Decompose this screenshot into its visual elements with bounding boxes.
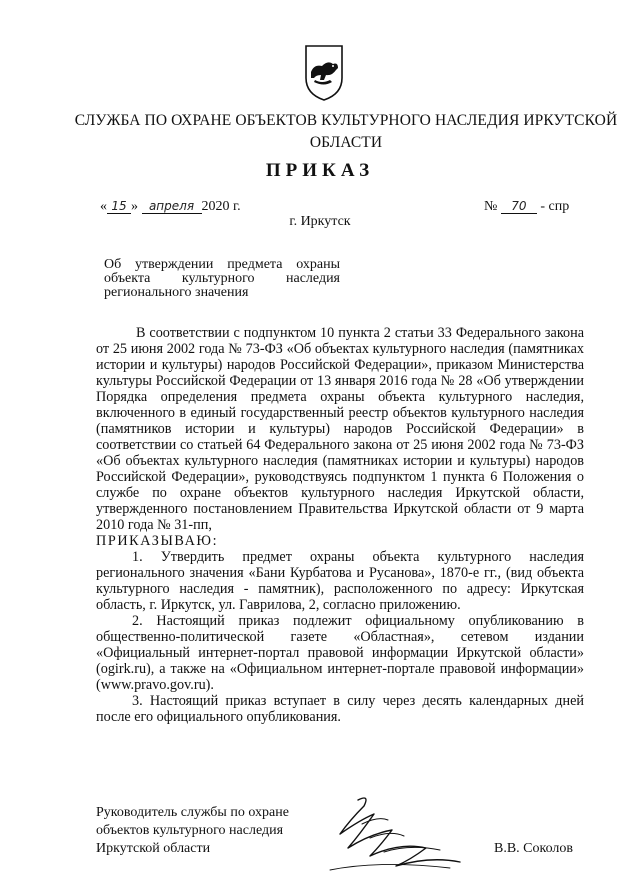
number-prefix: № (484, 199, 498, 214)
date-year: 2020 г. (201, 199, 241, 214)
signatory-line-3: Иркутской области (96, 841, 211, 856)
city: г. Иркутск (289, 214, 351, 229)
organization-name-line-2: ОБЛАСТИ (309, 134, 383, 151)
document-title: ПРИКАЗ (265, 160, 375, 181)
order-item-3: 3. Настоящий приказ вступает в силу через десять календарных дней после его официального опубликования. (96, 693, 584, 725)
order-item-1: 1. Утвердить предмет охраны объекта культурного наследия регионального значения «Бани Курбатова и Русанова», 1870-е гг., (вид объекта культурного наследия - памятник), расположенного по адресу: Иркутская область, г. Иркутск, ул. Гаврилова, 2, согласно приложению. (96, 549, 584, 613)
order-body (96, 325, 584, 725)
date-month-handwritten: апреля (142, 199, 202, 214)
signatory-line-2: объектов культурного наследия (96, 823, 284, 838)
date-open-quote: « (100, 199, 107, 214)
coat-of-arms-emblem (302, 42, 346, 102)
date-day-handwritten: 15 (107, 199, 131, 214)
order-subject (104, 258, 340, 300)
order-number (484, 199, 569, 215)
order-date (100, 199, 241, 215)
subject-line-1: Об утверждении предмета охраны (104, 257, 340, 272)
date-close-quote: » (131, 199, 138, 214)
babr-crest-icon (302, 42, 346, 102)
signatory-line-1: Руководитель службы по охране (96, 805, 289, 820)
preamble-paragraph: В соответствии с подпунктом 10 пункта 2 статьи 33 Федерального закона от 25 июня 2002 года № 73-ФЗ «Об объектах культурного наследия (памятниках истории и культуры) народов Российской Федерации», приказом Министерства культуры Российской Федерации от 13 января 2016 года № 28 «Об утверждении Порядка определения предмета охраны объекта культурного наследия, включенного в единый государственный реестр объектов культурного наследия (памятников истории и культуры) народов Российской Федерации» в соответствии со статьей 64 Федерального закона от 25 июня 2002 года № 73-ФЗ «Об объектах культурного наследия (памятниках истории и культуры) народов Российской Федерации», руководствуясь подпунктом 1 пункта 6 Положения о службе по охране объектов культурного наследия Иркутской области, утвержденного постановлением Правительства Иркутской области от 9 марта 2010 года № 31-пп, (96, 325, 584, 533)
order-item-2: 2. Настоящий приказ подлежит официальному опубликованию в общественно-политической газете «Областная», сетевом издании «Официальный интернет-портал правовой информации Иркутской области» (ogirk.ru), а также на «Официальном интернет-портале правовой информации» (www.pravo.gov.ru). (96, 613, 584, 693)
subject-line-3: регионального значения (104, 285, 249, 300)
organization-name-line-1: СЛУЖБА ПО ОХРАНЕ ОБЪЕКТОВ КУЛЬТУРНОГО НАСЛЕДИЯ ИРКУТСКОЙ (74, 112, 618, 129)
order-keyword: ПРИКАЗЫВАЮ: (96, 533, 219, 549)
signatory-name: В.В. Соколов (494, 841, 574, 856)
number-handwritten: 70 (501, 199, 537, 214)
number-suffix: - спр (540, 199, 570, 214)
subject-line-2: объекта культурного наследия (104, 271, 340, 286)
handwritten-signature (300, 790, 480, 880)
